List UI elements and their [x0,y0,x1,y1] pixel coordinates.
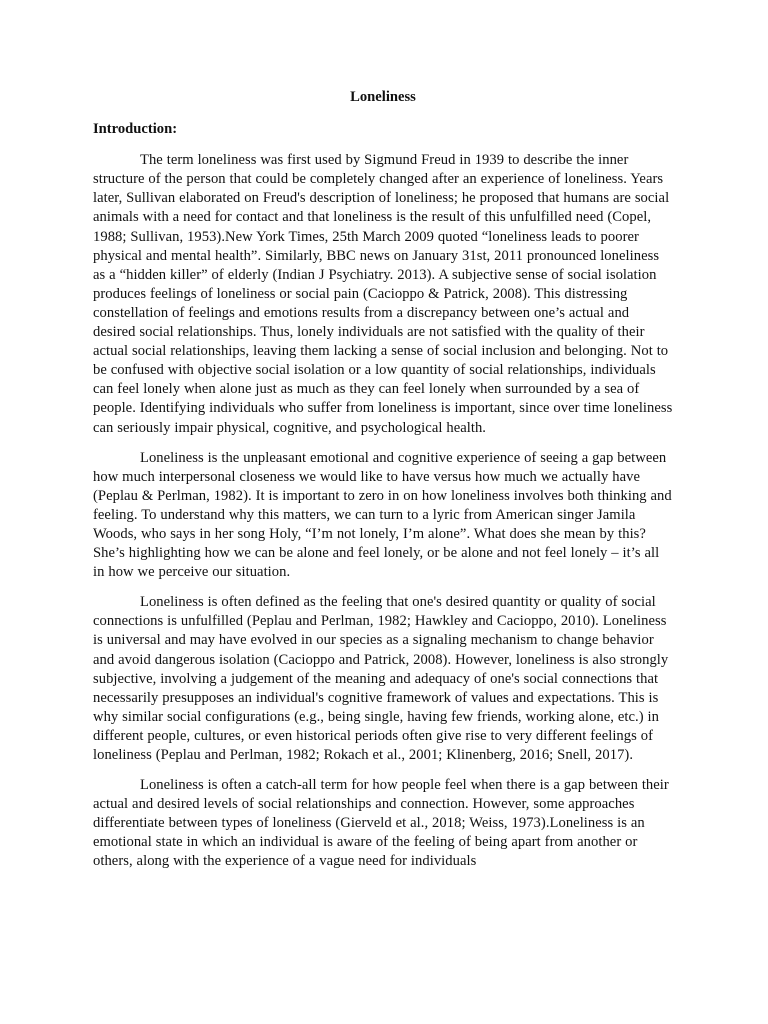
document-title: Loneliness [350,89,416,105]
document-body [93,88,673,872]
paragraph-3: Loneliness is often defined as the feeling that one's desired quantity or quality of social connections is unfulfilled (Peplau and Perlman, 1982; Hawkley and Cacioppo, 2010). Loneliness is universal and may have evolved in our species as a signaling mechanism to change behavior and avoid dangerous isolation (Cacioppo and Patrick, 2008). However, loneliness is also strongly subjective, involving a judgement of the meaning and adequacy of one's social connections that necessarily presupposes an individual's cognitive framework of values and expectations. This is why similar social configurations (e.g., being single, having few friends, working alone, etc.) in different people, cultures, or even historical periods often give rise to very different feelings of loneliness (Peplau and Perlman, 1982; Rokach et al., 2001; Klinenberg, 2016; Snell, 2017). [93,594,669,763]
section-heading-introduction: Introduction: [93,121,178,138]
paragraph-2: Loneliness is the unpleasant emotional and cognitive experience of seeing a gap between how much interpersonal closeness we would like to have versus how much we actually have (Peplau & Perlman, 1982). It is important to zero in on how loneliness involves both thinking and feeling. To understand why this matters, we can turn to a lyric from American singer Jamila Woods, who says in her song Holy, “I’m not lonely, I’m alone”. What does she mean by this? She’s highlighting how we can be alone and feel lonely, or be alone and not feel lonely – it’s all in how we perceive our situation. [93,449,672,581]
paragraph-4: Loneliness is often a catch-all term for how people feel when there is a gap between their actual and desired levels of social relationships and connection. However, some approaches differentiate between types of loneliness (Gierveld et al., 2018; Weiss, 1973).Loneliness is an emotional state in which an individual is aware of the feeling of being apart from another or others, along with the experience of a vague need for individuals [93,777,669,870]
paragraph-1: The term loneliness was first used by Sigmund Freud in 1939 to describe the inner structure of the person that could be completely changed after an experience of loneliness. Years later, Sullivan elaborated on Freud's description of loneliness; he proposed that humans are social animals with a need for contact and that loneliness is the result of this unfulfilled need (Copel, 1988; Sullivan, 1953).New York Times, 25th March 2009 quoted “loneliness leads to poorer physical and mental health”. Similarly, BBC news on January 31st, 2011 pronounced loneliness as a “hidden killer” of elderly (Indian J Psychiatry. 2013). A subjective sense of social isolation produces feelings of loneliness or social pain (Cacioppo & Patrick, 2008). This distressing constellation of feelings and emotions results from a discrepancy between one’s actual and desired social relationships. Thus, lonely individuals are not satisfied with the quality of their actual social relationships, leaving them lacking a sense of social inclusion and belonging. Not to be confused with objective social isolation or a low quantity of social relationships, individuals can feel lonely when alone just as much as they can feel lonely when surrounded by a sea of people. Identifying individuals who suffer from loneliness is important, since over time loneliness can seriously impair physical, cognitive, and psychological health. [93,152,673,436]
